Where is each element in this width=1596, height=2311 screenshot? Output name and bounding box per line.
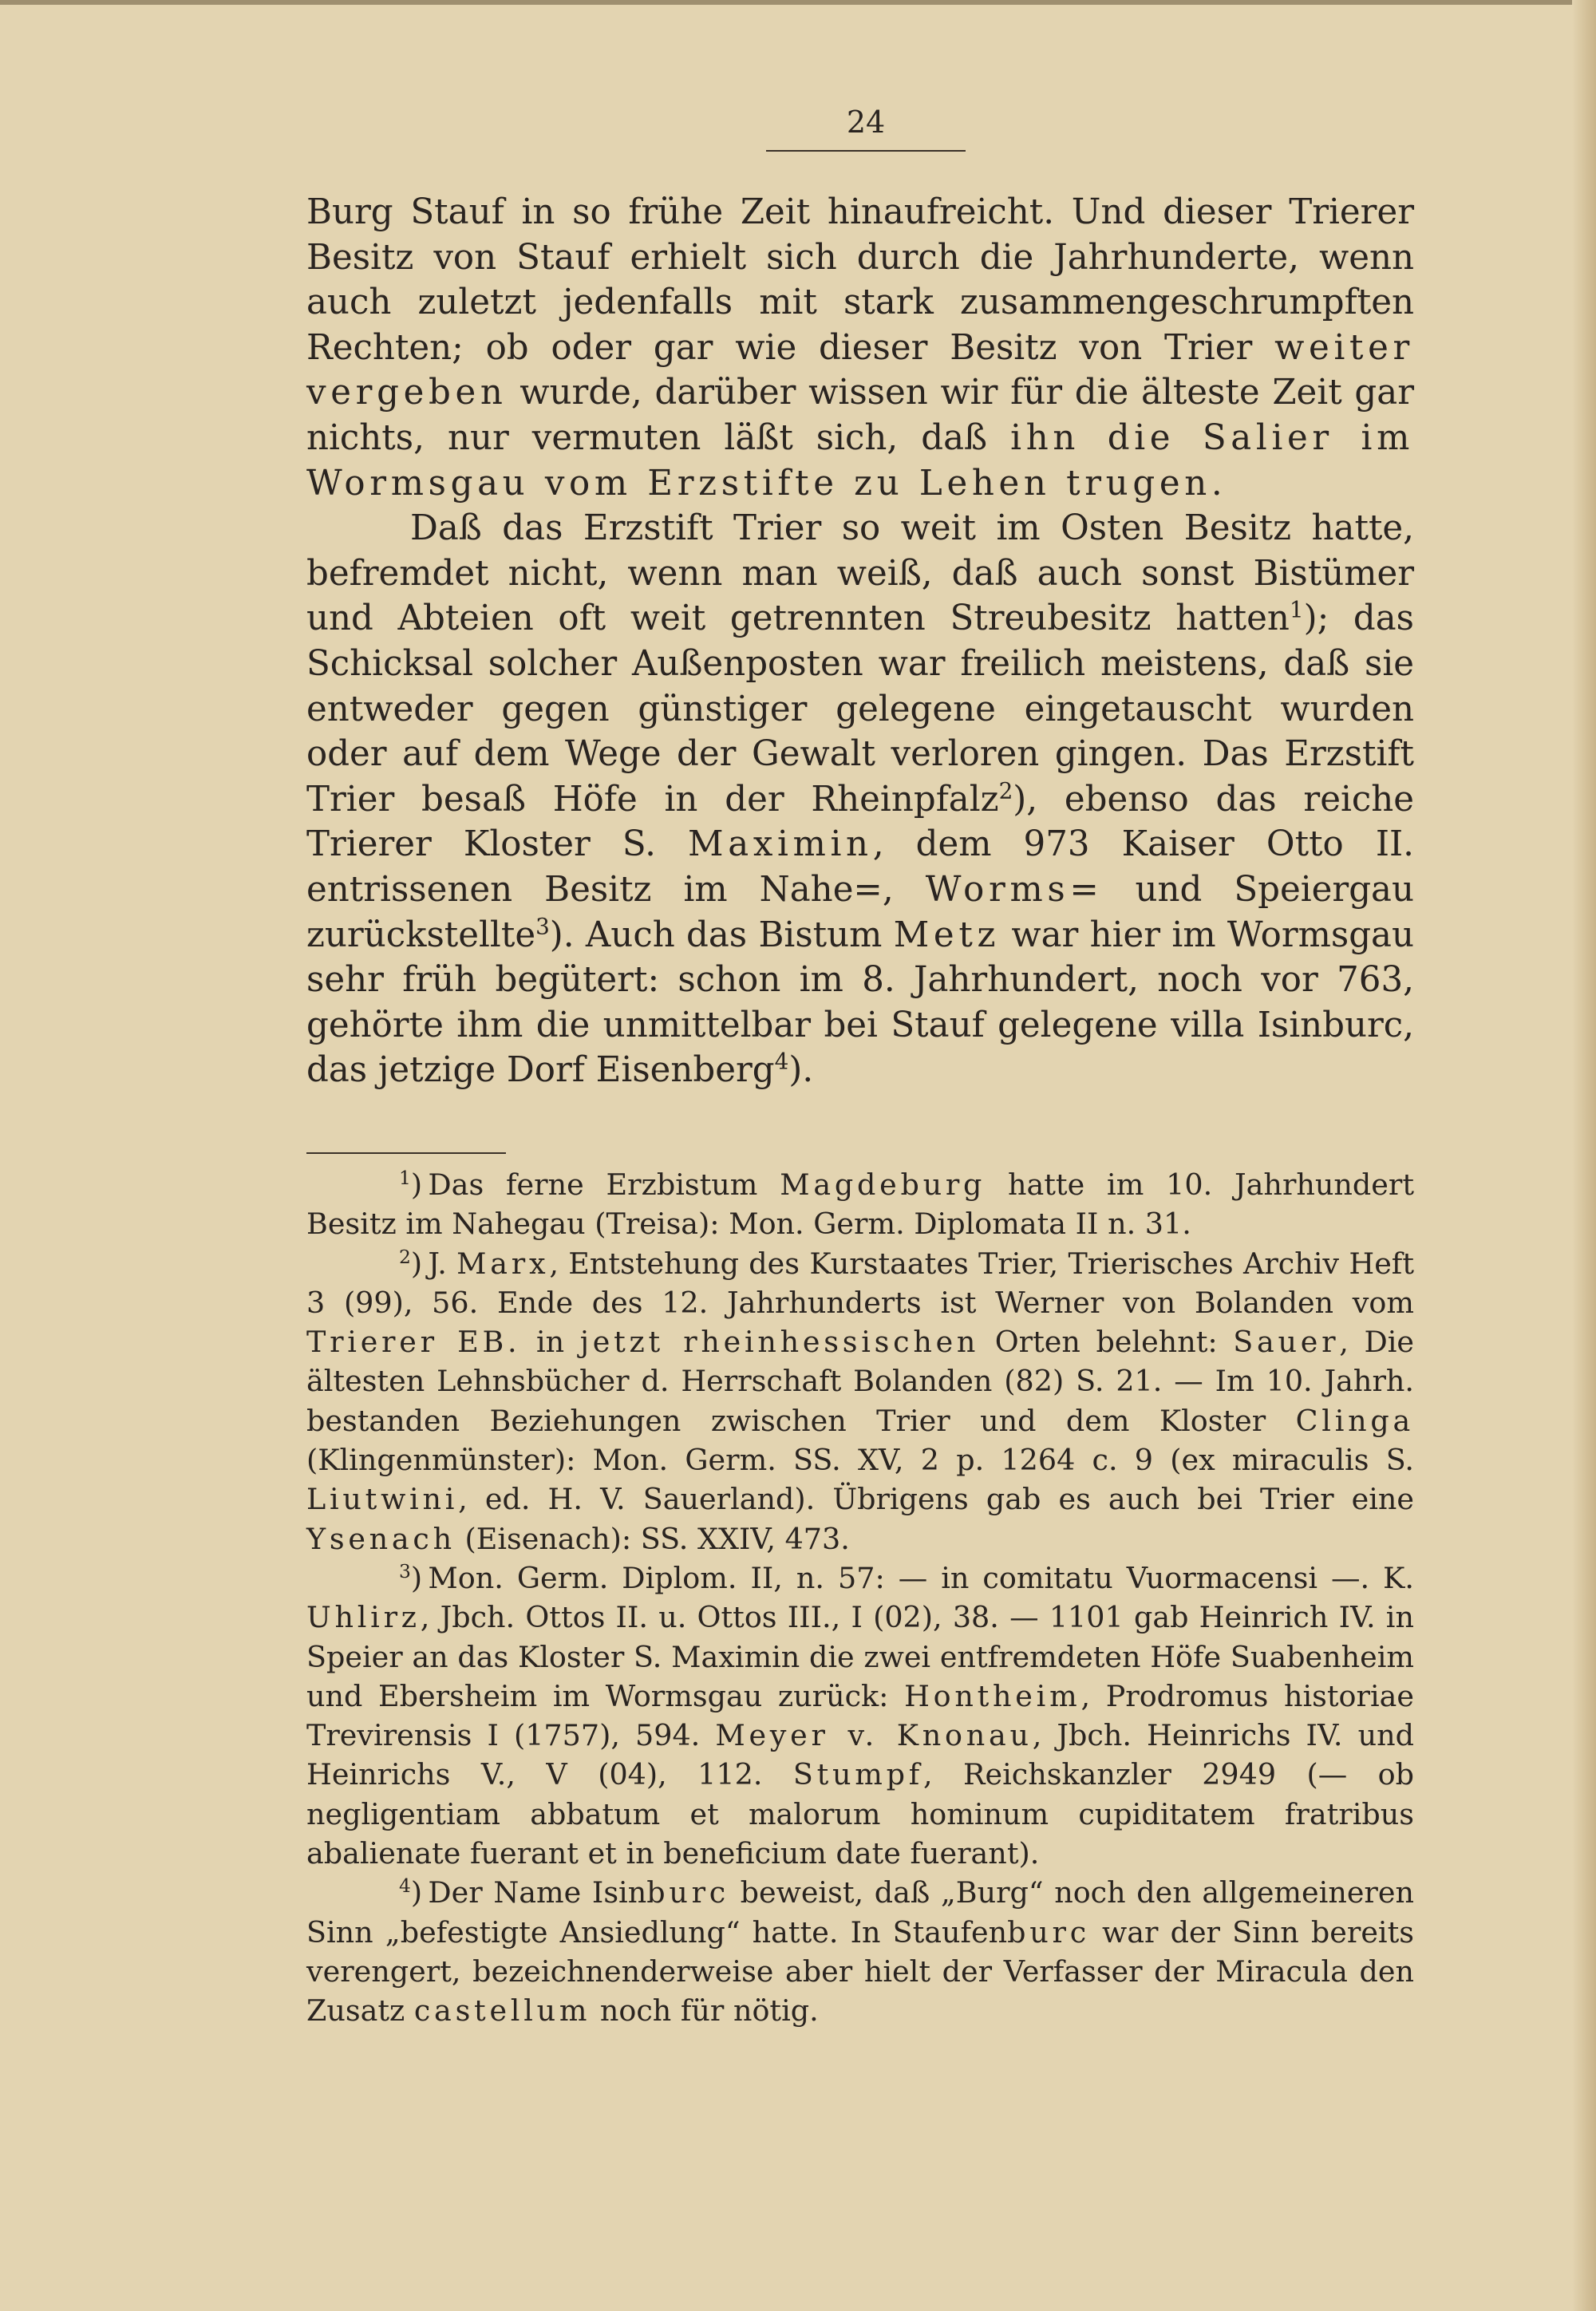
p2-text-g: und Speiergau zurückstellte	[306, 869, 1414, 955]
p2-emphasis-metz: Metz	[893, 915, 1001, 955]
page-number: 24	[846, 105, 886, 140]
paragraph-2	[306, 506, 1414, 1093]
fn4-emphasis-castellum: castellum	[413, 1993, 591, 2029]
footnote-ref-4: 4	[774, 1048, 789, 1075]
fn3-text-c: , Jbch. Ottos II. u. Ottos III., I (02), 38. — 1101 gab Heinrich IV. in Speier an das Kloster S. Maximin die zwei entfremdeten Höfe Suabenheim und Ebersheim im Wormsgau zurück:	[306, 1600, 1414, 1713]
fn2-text-o: (Eisenach): SS. XXIV, 473.	[455, 1521, 850, 1556]
fn3-emphasis-hontheim: Hontheim	[904, 1678, 1081, 1713]
fn1-text-a: Das ferne Erzbistum	[428, 1167, 780, 1202]
p2-text-h: ). Auch das Bistum	[549, 915, 894, 955]
fn4-emphasis-burc-2: burc	[1007, 1914, 1090, 1950]
p1-text-e: .	[1211, 463, 1223, 504]
fn4-text-e: war der Sinn bereits verengert, bezeichnenderweise aber hielt der Verfasser der Miracula den Zusatz	[306, 1914, 1414, 2029]
fn1-text-c: hatte im 10. Jahrhundert Besitz im Nahegau (Treisa): Mon. Germ. Diplomata II n. 31.	[306, 1167, 1414, 1242]
footnote-2: $^2$) J. Marx, Entstehung des Kurstaates Trier, Trierisches Archiv Heft 3 (99), 56. Ende des 12. Jahrhunderts ist Werner von Bolanden vom Trierer EB. in jetzt rheinhessischen Orten belehnt: Sauer, Die ältesten Lehnsbücher d. Herrschaft Bolanden (82) S. 21. — Im 10. Jahrh. bestanden Beziehungen zwischen Trier und dem Kloster Clinga (Klingenmünster): Mon. Germ. SS. XV, 2 p. 1264 c. 9 (ex miraculis S. Liutwini, ed. H. V. Sauerland). Übrigens gab es auch bei Trier eine Ysenach (Eisenach): SS. XXIV, 473.	[306, 1245, 1414, 1556]
fn2-emphasis-ysenach: Ysenach	[306, 1521, 456, 1556]
p1-emphasis-salier: ihn die Salier im Wormsgau vom Erzstifte zu Lehen trugen	[306, 417, 1414, 504]
fn2-emphasis-clinga: Clinga	[1295, 1403, 1414, 1438]
main-text	[306, 190, 1414, 1093]
fn2-text-k: (Klingenmünster): Mon. Germ. SS. XV, 2 p. 1264 c. 9 (ex miraculis S.	[306, 1443, 1414, 1478]
footnote-1: $^1$) Das ferne Erzbistum Magdeburg hatte im 10. Jahrhundert Besitz im Nahegau (Treisa): Mon. Germ. Diplomata II n. 31.	[306, 1167, 1414, 1242]
p2-text-e: , dem 973 Kaiser Otto II. entrissenen Besitz im Nahe=,	[306, 824, 1415, 910]
p1-text-c: wurde, darüber wissen wir für die älteste Zeit gar nichts, nur vermuten läßt sich, daß	[306, 373, 1414, 458]
p2-text-a: Daß das Erzstift Trier so weit im Osten Besitz hatte, befremdet nicht, wenn man weiß, daß auch sonst Bistümer und Abteien oft weit getrennten Streubesitz hatten	[306, 508, 1414, 639]
fn2-emphasis-sauer: Sauer	[1233, 1325, 1340, 1360]
p2-text-k: ).	[788, 1050, 814, 1091]
fn2-text-a: J.	[428, 1246, 457, 1281]
fn2-text-c: , Entstehung des Kurstaates Trier, Trierisches Archiv Heft 3 (99), 56. Ende des 12. Jahrhunderts ist Werner von Bolanden vom	[306, 1246, 1414, 1320]
footnote-4: $^4$) Der Name Isinburc beweist, daß „Burg“ noch den allgemeineren Sinn „befestigte Ansiedlung“ hatte. In Staufenburc war der Sinn bereits verengert, bezeichnenderweise aber hielt der Verfasser der Miracula den Zusatz castellum noch für nötig.	[306, 1874, 1414, 2029]
footnotes	[306, 1165, 1414, 2031]
fn3-text-a: Mon. Germ. Diplom. II, n. 57: — in comitatu Vuormacensi —. K.	[428, 1560, 1414, 1595]
footnote-4-mark: 4	[399, 1874, 411, 1898]
p2-emphasis-maximin: Maximin	[688, 824, 873, 865]
page-top-edge	[0, 0, 1596, 5]
footnote-2-mark: 2	[399, 1245, 411, 1268]
page-right-edge	[1572, 0, 1596, 2311]
fn3-text-i: , Reichskanzler 2949 (— ob negligentiam abbatum et malorum hominum cupiditatem fratribus abalienate fuerant et in beneficium date fuerant).	[306, 1757, 1414, 1871]
fn3-emphasis-uhlirz: Uhlirz	[306, 1600, 421, 1635]
fn2-text-e: in	[520, 1325, 580, 1360]
fn3-text-g: , Jbch. Heinrichs IV. und Heinrichs V., V (04), 112.	[306, 1718, 1414, 1792]
p1-emphasis-weiter-vergeben: weiter vergeben	[306, 327, 1414, 413]
footnote-ref-1: 1	[1289, 597, 1304, 624]
fn3-emphasis-meyer: Meyer v. Knonau	[715, 1718, 1033, 1753]
p2-text-j: war hier im Wormsgau sehr früh begütert: schon im 8. Jahrhundert, noch vor 763, gehörte ihm die unmittelbar bei Stauf gelegene villa Isinburc, das jetzige Dorf Eisenberg	[306, 915, 1415, 1091]
fn2-emphasis-marx: Marx	[456, 1246, 550, 1281]
page-number-rule	[766, 150, 966, 152]
fn4-text-g: noch für nötig.	[591, 1993, 819, 2029]
footnote-1-mark: 1	[399, 1167, 411, 1190]
fn4-text-a: Der Name Isin	[428, 1875, 647, 1910]
footnote-3-mark: 3	[399, 1560, 411, 1583]
paragraph-1	[306, 190, 1414, 506]
fn2-text-g: Orten belehnt:	[979, 1325, 1234, 1360]
fn3-emphasis-stumpf: Stumpf	[792, 1757, 923, 1792]
p2-text-c: ), ebenso das reiche Trierer Kloster S.	[306, 779, 1414, 865]
fn1-emphasis-magdeburg: Magdeburg	[780, 1167, 986, 1202]
p1-text-a: Burg Stauf in so frühe Zeit hinaufreicht. Und dieser Trierer Besitz von Stauf erhielt sich durch die Jahrhunderte, wenn auch zuletzt jedenfalls mit stark zusammengeschrumpften Rechten; ob oder gar wie dieser Besitz von Trier	[306, 192, 1414, 368]
fn4-emphasis-burc-1: burc	[646, 1875, 729, 1910]
fn4-text-c: beweist, daß „Burg“ noch den allgemeineren Sinn „befestigte Ansiedlung“ hatte. In Staufen	[306, 1875, 1414, 1950]
fn2-emphasis-trierer-eb: Trierer EB.	[306, 1325, 521, 1360]
fn3-text-e: , Prodromus historiae Trevirensis I (1757), 594.	[306, 1678, 1414, 1753]
fn2-emphasis-rheinhessisch: jetzt rheinhessischen	[579, 1325, 980, 1360]
footnote-ref-3: 3	[535, 913, 550, 940]
footnote-separator	[306, 1152, 506, 1154]
p2-text-b: ); das Schicksal solcher Außenposten war freilich meistens, daß sie entweder gegen günstiger gelegene eingetauscht wurden oder auf dem Wege der Gewalt verloren gingen. Das Erzstift Trier besaß Höfe in der Rheinpfalz	[306, 598, 1415, 820]
footnote-ref-2: 2	[998, 777, 1013, 804]
fn2-emphasis-liutwini: Liutwini	[306, 1482, 459, 1517]
fn2-text-m: , ed. H. V. Sauerland). Übrigens gab es auch bei Trier eine	[458, 1482, 1414, 1517]
fn2-text-i: , Die ältesten Lehnsbücher d. Herrschaft Bolanden (82) S. 21. — Im 10. Jahrh. bestanden Beziehungen zwischen Trier und dem Kloster	[306, 1325, 1414, 1438]
p2-emphasis-worms: Worms=	[925, 869, 1104, 910]
footnote-3: $^3$) Mon. Germ. Diplom. II, n. 57: — in comitatu Vuormacensi —. K. Uhlirz, Jbch. Ottos II. u. Ottos III., I (02), 38. — 1101 gab Heinrich IV. in Speier an das Kloster S. Maximin die zwei entfremdeten Höfe Suabenheim und Ebersheim im Wormsgau zurück: Hontheim, Prodromus historiae Trevirensis I (1757), 594. Meyer v. Knonau, Jbch. Heinrichs IV. und Heinrichs V., V (04), 112. Stumpf, Reichskanzler 2949 (— ob negligentiam abbatum et malorum hominum cupiditatem fratribus abalienate fuerant et in beneficium date fuerant).	[306, 1560, 1414, 1871]
